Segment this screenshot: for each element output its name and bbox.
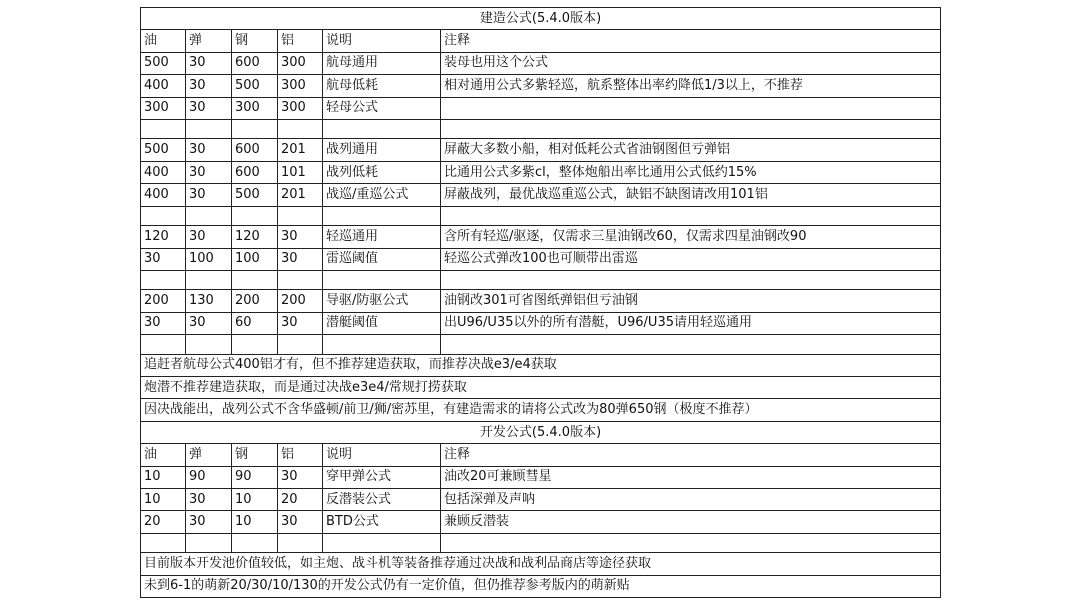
table-row [141,97,941,119]
cell-ammo: 30 [186,139,232,161]
empty-cell [141,119,186,139]
empty-cell [186,533,232,553]
table-row [141,52,941,74]
dev-title [141,421,941,443]
header-steel: 钢 [232,444,278,466]
empty-cell [141,335,186,355]
cell-oil: 300 [141,97,186,119]
cell-ammo: 30 [186,489,232,511]
empty-cell [141,270,186,290]
cell-oil: 200 [141,290,186,312]
cell-note: 装母也用这个公式 [441,52,941,74]
empty-cell [278,335,323,355]
empty-cell [232,270,278,290]
cell-aluminum: 30 [278,226,323,248]
cell-aluminum: 300 [278,75,323,97]
cell-steel: 100 [232,248,278,270]
cell-description: 轻巡通用 [323,226,441,248]
cell-ammo: 30 [186,511,232,533]
cell-aluminum: 201 [278,139,323,161]
cell-aluminum: 101 [278,161,323,183]
header-aluminum: 铝 [278,444,323,466]
blank-row [141,533,941,553]
cell-steel: 500 [232,184,278,206]
cell-description: 战列低耗 [323,161,441,183]
cell-aluminum: 30 [278,312,323,334]
cell-description: BTD公式 [323,511,441,533]
cell-oil: 500 [141,52,186,74]
empty-cell [441,335,941,355]
cell-steel: 60 [232,312,278,334]
build-header-row [141,30,941,52]
cell-description: 轻母公式 [323,97,441,119]
cell-note: 比通用公式多紫cl，整体炮船出率比通用公式低约15% [441,161,941,183]
build-title [141,8,941,30]
cell-ammo: 30 [186,312,232,334]
cell-note: 含所有轻巡/驱逐，仅需求三星油钢改60，仅需求四星油钢改90 [441,226,941,248]
blank-row [141,335,941,355]
cell-oil: 20 [141,511,186,533]
note-text: 目前版本开发池价值较低，如主炮、战斗机等装备推荐通过决战和战利品商店等途径获取 [141,553,941,575]
header-aluminum: 铝 [278,30,323,52]
empty-cell [141,206,186,226]
note-row [141,377,941,399]
cell-description: 战列通用 [323,139,441,161]
header-description: 说明 [323,30,441,52]
build-title-text: 建造公式(5.4.0版本) [141,8,941,30]
empty-cell [323,119,441,139]
table-row [141,226,941,248]
cell-ammo: 30 [186,52,232,74]
cell-note: 兼顾反潜装 [441,511,941,533]
empty-cell [441,270,941,290]
cell-description: 穿甲弹公式 [323,466,441,488]
header-ammo: 弹 [186,444,232,466]
empty-cell [441,533,941,553]
table-row [141,161,941,183]
cell-aluminum: 200 [278,290,323,312]
cell-description: 航母通用 [323,52,441,74]
formula-sheet [140,7,940,598]
cell-description: 潜艇阈值 [323,312,441,334]
cell-aluminum: 300 [278,52,323,74]
table-row [141,466,941,488]
header-description: 说明 [323,444,441,466]
empty-cell [323,270,441,290]
header-ammo: 弹 [186,30,232,52]
cell-steel: 600 [232,139,278,161]
cell-steel: 500 [232,75,278,97]
empty-cell [186,270,232,290]
cell-aluminum: 30 [278,511,323,533]
empty-cell [186,206,232,226]
blank-row [141,270,941,290]
cell-description: 航母低耗 [323,75,441,97]
dev-header-row [141,444,941,466]
note-row [141,399,941,421]
cell-aluminum: 20 [278,489,323,511]
empty-cell [278,119,323,139]
dev-title-text: 开发公式(5.4.0版本) [141,421,941,443]
empty-cell [232,533,278,553]
cell-note: 油改20可兼顾彗星 [441,466,941,488]
table-row [141,511,941,533]
note-text: 追赶者航母公式400铝才有，但不推荐建造获取，而推荐决战e3/e4获取 [141,354,941,376]
table-row [141,489,941,511]
cell-ammo: 30 [186,161,232,183]
cell-oil: 120 [141,226,186,248]
cell-description: 导驱/防驱公式 [323,290,441,312]
empty-cell [186,335,232,355]
table-row [141,312,941,334]
cell-aluminum: 201 [278,184,323,206]
empty-cell [278,206,323,226]
table-row [141,290,941,312]
note-text: 因决战能出，战列公式不含华盛顿/前卫/狮/密苏里，有建造需求的请将公式改为80弹650钢（极度不推荐） [141,399,941,421]
table-row [141,75,941,97]
cell-aluminum: 30 [278,466,323,488]
note-row [141,354,941,376]
cell-steel: 600 [232,52,278,74]
header-note: 注释 [441,444,941,466]
cell-steel: 10 [232,511,278,533]
empty-cell [441,206,941,226]
empty-cell [323,533,441,553]
cell-aluminum: 300 [278,97,323,119]
table-row [141,184,941,206]
cell-steel: 120 [232,226,278,248]
cell-note: 包括深弹及声呐 [441,489,941,511]
empty-cell [232,335,278,355]
cell-steel: 600 [232,161,278,183]
cell-note: 出U96/U35以外的所有潜艇，U96/U35请用轻巡通用 [441,312,941,334]
empty-cell [323,206,441,226]
cell-steel: 10 [232,489,278,511]
blank-row [141,206,941,226]
blank-row [141,119,941,139]
cell-steel: 300 [232,97,278,119]
cell-aluminum: 30 [278,248,323,270]
cell-ammo: 100 [186,248,232,270]
cell-ammo: 30 [186,184,232,206]
formula-table [140,7,941,598]
empty-cell [323,335,441,355]
empty-cell [141,533,186,553]
empty-cell [232,206,278,226]
cell-steel: 200 [232,290,278,312]
cell-ammo: 30 [186,97,232,119]
cell-note: 油钢改301可省图纸弹铝但亏油钢 [441,290,941,312]
empty-cell [278,533,323,553]
note-row [141,575,941,597]
cell-description: 反潜装公式 [323,489,441,511]
cell-note: 轻巡公式弹改100也可顺带出雷巡 [441,248,941,270]
cell-ammo: 30 [186,75,232,97]
header-oil: 油 [141,30,186,52]
cell-oil: 10 [141,489,186,511]
cell-ammo: 30 [186,226,232,248]
cell-oil: 30 [141,312,186,334]
header-steel: 钢 [232,30,278,52]
header-oil: 油 [141,444,186,466]
note-row [141,553,941,575]
table-row [141,139,941,161]
cell-steel: 90 [232,466,278,488]
cell-description: 战巡/重巡公式 [323,184,441,206]
cell-ammo: 130 [186,290,232,312]
cell-ammo: 90 [186,466,232,488]
cell-description: 雷巡阈值 [323,248,441,270]
cell-note: 相对通用公式多紫轻巡，航系整体出率约降低1/3以上，不推荐 [441,75,941,97]
cell-note: 屏蔽大多数小船，相对低耗公式省油钢图但亏弹铝 [441,139,941,161]
table-row [141,248,941,270]
header-note: 注释 [441,30,941,52]
note-text: 未到6-1的萌新20/30/10/130的开发公式仍有一定价值，但仍推荐参考版内的萌新贴 [141,575,941,597]
cell-oil: 400 [141,75,186,97]
empty-cell [278,270,323,290]
cell-note [441,97,941,119]
cell-oil: 400 [141,184,186,206]
cell-oil: 400 [141,161,186,183]
cell-oil: 10 [141,466,186,488]
cell-oil: 30 [141,248,186,270]
empty-cell [441,119,941,139]
empty-cell [186,119,232,139]
note-text: 炮潜不推荐建造获取，而是通过决战e3e4/常规打捞获取 [141,377,941,399]
cell-oil: 500 [141,139,186,161]
cell-note: 屏蔽战列，最优战巡重巡公式，缺铝不缺图请改用101铝 [441,184,941,206]
empty-cell [232,119,278,139]
